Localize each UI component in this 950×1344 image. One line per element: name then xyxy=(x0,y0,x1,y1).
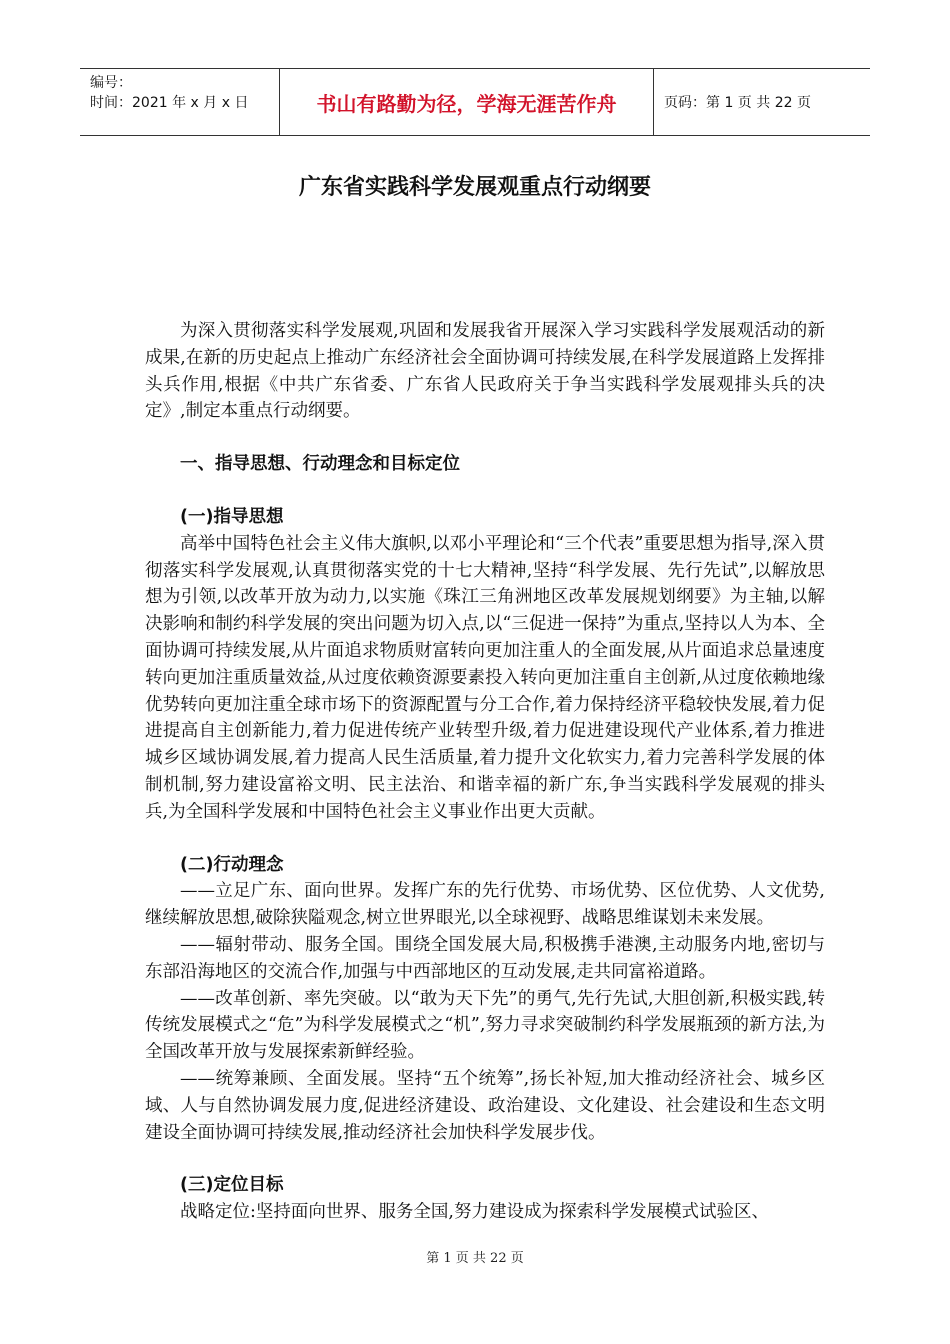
header-meta xyxy=(80,69,280,135)
page-footer: 第 1 页 共 22 页 xyxy=(426,1251,524,1266)
document-body xyxy=(145,318,825,1226)
header-page-info: 页码：第 1 页 共 22 页 xyxy=(664,95,811,111)
time-label: 时间：2021 年 x 月 x 日 xyxy=(90,95,249,111)
paragraph-guiding-thought: 高举中国特色社会主义伟大旗帜,以邓小平理论和“三个代表”重要思想为指导,深入贯彻落实科学发展观,认真贯彻落实党的十七大精神,坚持“科学发展、先行先试”,以解放思想为引领,以改革开放为动力,以实施《珠江三角洲地区改革发展规划纲要》为主轴,以解决影响和制约科学发展的突出问题为切入点,以“三促进一保持”为重点,坚持以人为本、全面协调可持续发展,从片面追求物质财富转向更加注重人的全面发展,从片面追求总量速度转向更加注重质量效益,从过度依赖资源要素投入转向更加注重自主创新,从过度依赖地缘优势转向更加注重全球市场下的资源配置与分工合作,着力保持经济平稳较快发展,着力促进提高自主创新能力,着力促进传统产业转型升级,着力促进建设现代产业体系,着力推进城乡区域协调发展,着力提高人民生活质量,着力提升文化软实力,着力完善科学发展的体制机制,努力建设富裕文明、民主法治、和谐幸福的新广东,争当实践科学发展观的排头兵,为全国科学发展和中国特色社会主义事业作出更大贡献。 xyxy=(145,533,825,822)
subsection-heading-1: (一)指导思想 xyxy=(180,506,284,527)
page-header xyxy=(80,68,870,136)
header-motto: 书山有路勤为径，学海无涯苦作舟 xyxy=(280,69,654,135)
paragraph-concept-2: ——辐射带动、服务全国。围绕全国发展大局,积极携手港澳,主动服务内地,密切与东部沿海地区的交流合作,加强与中西部地区的互动发展,走共同富裕道路。 xyxy=(145,934,825,982)
document-title: 广东省实践科学发展观重点行动纲要 xyxy=(298,175,651,200)
paragraph-concept-3: ——改革创新、率先突破。以“敢为天下先”的勇气,先行先试,大胆创新,积极实践,转传统发展模式之“危”为科学发展模式之“机”,努力寻求突破制约科学发展瓶颈的新方法,为全国改革开放与发展探索新鲜经验。 xyxy=(145,988,825,1063)
subsection-heading-3: (三)定位目标 xyxy=(180,1175,284,1196)
subsection-heading-2: (二)行动理念 xyxy=(180,854,284,875)
intro-paragraph: 为深入贯彻落实科学发展观,巩固和发展我省开展深入学习实践科学发展观活动的新成果,在新的历史起点上推动广东经济社会全面协调可持续发展,在科学发展道路上发挥排头兵作用,根据《中共广东省委、广东省人民政府关于争当实践科学发展观排头兵的决定》,制定本重点行动纲要。 xyxy=(145,321,825,422)
code-label: 编号： xyxy=(90,75,132,91)
paragraph-concept-4: ——统筹兼顾、全面发展。坚持“五个统筹”,扬长补短,加大推动经济社会、城乡区域、人与自然协调发展力度,促进经济建设、政治建设、文化建设、社会建设和生态文明建设全面协调可持续发展,推动经济社会加快科学发展步伐。 xyxy=(145,1068,825,1143)
section-heading-1: 一、指导思想、行动理念和目标定位 xyxy=(180,454,460,475)
paragraph-positioning: 战略定位:坚持面向世界、服务全国,努力建设成为探索科学发展模式试验区、 xyxy=(180,1202,769,1223)
paragraph-concept-1: ——立足广东、面向世界。发挥广东的先行优势、市场优势、区位优势、人文优势,继续解放思想,破除狭隘观念,树立世界眼光,以全球视野、战略思维谋划未来发展。 xyxy=(145,881,825,929)
